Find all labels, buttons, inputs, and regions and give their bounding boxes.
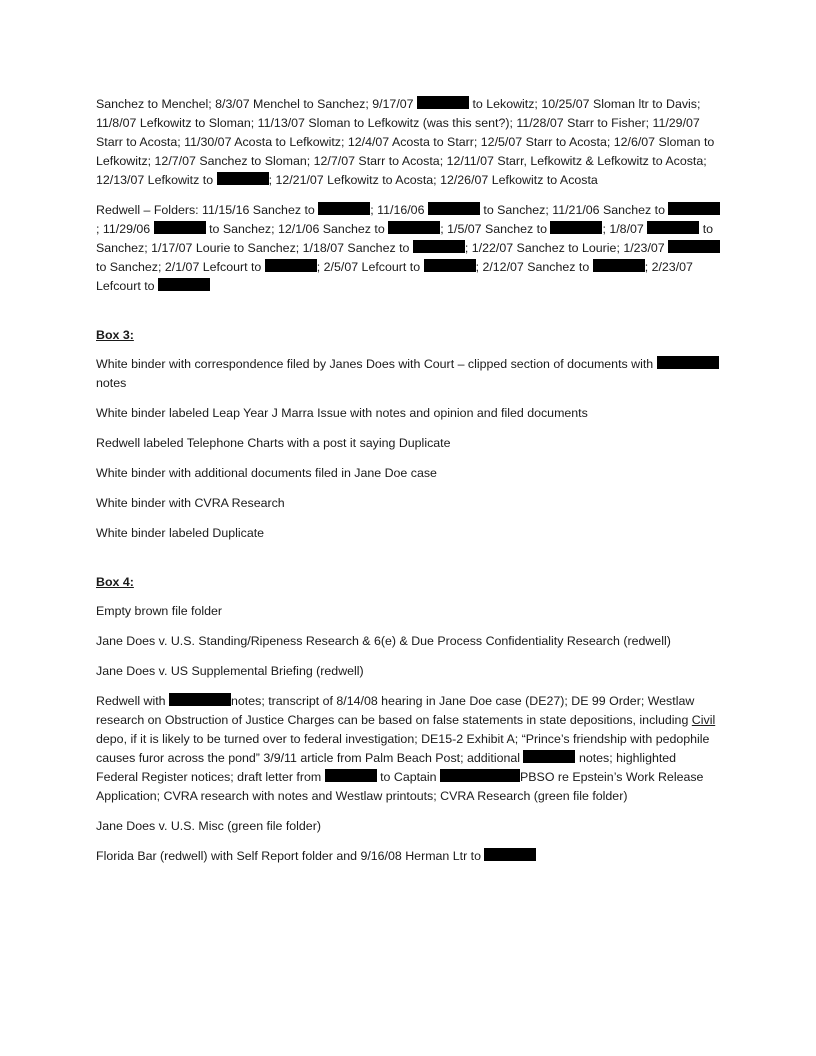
redaction-bar: [417, 96, 469, 109]
text-segment: ; 2/23/07 Lefcourt to: [96, 260, 693, 293]
box-4-item: Empty brown file folder: [96, 604, 223, 618]
redaction-bar: [668, 202, 720, 215]
redaction-bar: [668, 240, 720, 253]
text-segment: Redwell – Folders: 11/15/16 Sanchez to: [96, 203, 315, 217]
box-4-heading: Box 4:: [96, 575, 134, 589]
box-3-item: White binder with additional documents filed in Jane Doe case: [96, 466, 437, 480]
text-segment: notes; transcript of 8/14/08 hearing in Jane Doe case (DE27); DE 99 Order; Westlaw research on Obstruction of Justice Charges can be based on false statements in state depositions, including: [96, 694, 695, 727]
redaction-bar: [424, 259, 476, 272]
underlined-word: Civil: [691, 713, 716, 727]
text-segment: Redwell with: [96, 694, 166, 708]
text-segment: ; 1/22/07 Sanchez to Lourie; 1/23/07: [464, 241, 665, 255]
text-segment: notes: [96, 376, 127, 390]
text-segment: ; 2/12/07 Sanchez to: [475, 260, 590, 274]
redaction-bar: [318, 202, 370, 215]
redaction-bar: [428, 202, 480, 215]
text-segment: to Sanchez; 11/21/06 Sanchez to: [483, 203, 666, 217]
box-3-item: White binder with CVRA Research: [96, 496, 285, 510]
box-3-item: White binder labeled Leap Year J Marra Issue with notes and opinion and filed documents: [96, 406, 588, 420]
redaction-bar: [388, 221, 440, 234]
redaction-bar: [440, 769, 520, 782]
document-page: [96, 95, 721, 877]
correspondence-paragraph-1: [96, 95, 721, 190]
text-segment: to Sanchez; 12/1/06 Sanchez to: [209, 222, 385, 236]
box-3-item: [96, 355, 721, 393]
box-4-item: Jane Does v. U.S. Standing/Ripeness Research & 6(e) & Due Process Confidentiality Research (redwell): [96, 634, 671, 648]
box-4-item: [96, 692, 721, 806]
text-segment: to Sanchez; 2/1/07 Lefcourt to: [96, 260, 262, 274]
redaction-bar: [154, 221, 206, 234]
redaction-bar: [484, 848, 536, 861]
text-segment: notes; highlighted Federal Register notices; draft letter from: [96, 751, 677, 784]
text-segment: to Sanchez; 1/17/07 Lourie to Sanchez; 1/18/07 Sanchez to: [96, 222, 714, 255]
text-segment: Florida Bar (redwell) with Self Report folder and 9/16/08 Herman Ltr to: [96, 849, 481, 863]
box-3-item: Redwell labeled Telephone Charts with a post it saying Duplicate: [96, 436, 451, 450]
redaction-bar: [550, 221, 602, 234]
redaction-bar: [593, 259, 645, 272]
text-segment: to Captain: [380, 770, 437, 784]
text-segment: ; 2/5/07 Lefcourt to: [316, 260, 421, 274]
box-4-item: [96, 847, 721, 866]
redaction-bar: [657, 356, 719, 369]
box-4-item: Jane Does v. U.S. Misc (green file folder): [96, 819, 321, 833]
box-3-item: White binder labeled Duplicate: [96, 526, 265, 540]
text-segment: ; 12/21/07 Lefkowitz to Acosta; 12/26/07 Lefkowitz to Acosta: [268, 173, 598, 187]
text-segment: ; 11/16/06: [370, 203, 425, 217]
text-segment: to Lekowitz; 10/25/07 Sloman ltr to Davis; 11/8/07 Lefkowitz to Sloman; 11/13/07 Sloman to Lefkowitz (was this sent?); 11/28/07 Starr to Fisher; 11/29/07 Starr to Acosta; 11/30/07 Acosta to Lefkowitz; 12/4/07 Acosta to Starr; 12/5/07 Starr to Acosta; 12/6/07 Sloman to Lefkowitz; 12/7/07 Sanchez to Sloman; 12/7/07 Starr to Acosta; 12/11/07 Starr, Lefkowitz & Lefkowitz to Acosta; 12/13/07 Lefkowitz to: [96, 97, 715, 187]
redwell-folders-paragraph: [96, 201, 721, 296]
text-segment: PBSO re Epstein’s Work Release Application; CVRA research with notes and Westlaw printouts; CVRA Research (green file folder): [96, 770, 704, 803]
text-segment: depo, if it is likely to be turned over to federal investigation; DE15-2 Exhibit A; “Prince’s friendship with pedophile causes furor across the pond” 3/9/11 article from Palm Beach Post; additional: [96, 732, 710, 765]
redaction-bar: [265, 259, 317, 272]
redaction-bar: [523, 750, 575, 763]
redaction-bar: [413, 240, 465, 253]
text-segment: Sanchez to Menchel; 8/3/07 Menchel to Sanchez; 9/17/07: [96, 97, 414, 111]
box-4-item: Jane Does v. US Supplemental Briefing (redwell): [96, 664, 364, 678]
redaction-bar: [158, 278, 210, 291]
redaction-bar: [647, 221, 699, 234]
text-segment: White binder with correspondence filed by Janes Does with Court – clipped section of documents with: [96, 357, 654, 371]
redaction-bar: [325, 769, 377, 782]
text-segment: ; 1/8/07: [602, 222, 644, 236]
text-segment: ; 11/29/06: [96, 222, 151, 236]
text-segment: ; 1/5/07 Sanchez to: [440, 222, 548, 236]
box-3-heading: Box 3:: [96, 328, 134, 342]
redaction-bar: [169, 693, 231, 706]
redaction-bar: [217, 172, 269, 185]
